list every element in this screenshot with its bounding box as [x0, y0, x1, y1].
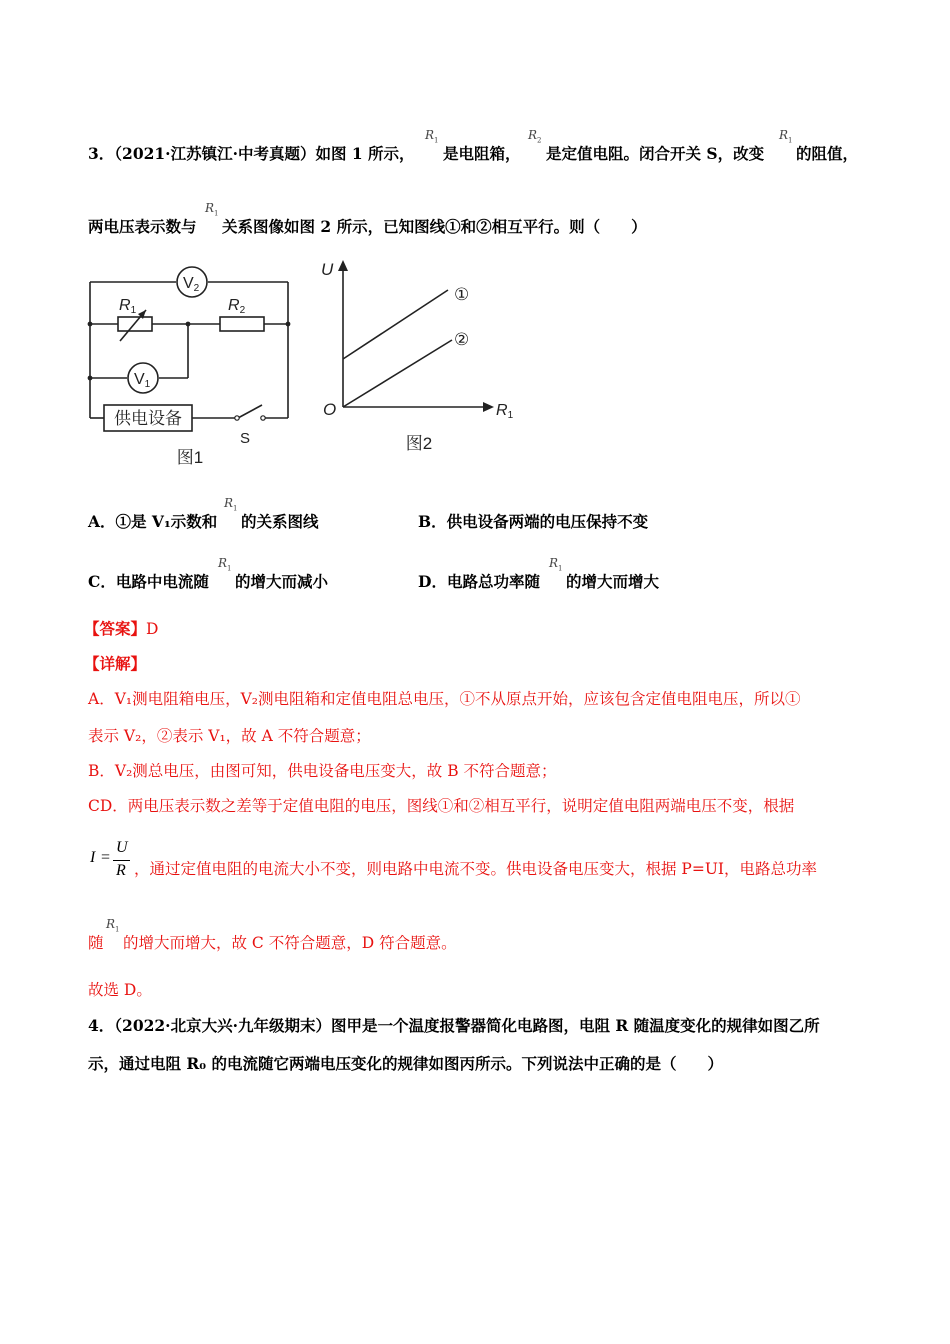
graph-line-2: [343, 340, 452, 407]
r1-symbol: $R_1$: [218, 556, 232, 573]
option-c-part1: C．电路中电流随: [88, 572, 209, 591]
r1-symbol: $R_1$: [224, 496, 238, 513]
answer-line: [84, 617, 158, 639]
switch-label: S: [240, 430, 251, 447]
r2-symbol: $R_2$: [528, 128, 542, 145]
formula-equals: =: [101, 849, 111, 866]
q3-line1-part4: 的阻值，: [796, 144, 859, 163]
circuit-diagram: [80, 255, 305, 470]
conclusion: 故选 D。: [88, 981, 152, 999]
origin-label: O: [323, 400, 337, 419]
r2-label: R2: [228, 297, 246, 316]
v1-label: V1: [134, 371, 151, 390]
q3-line2-part2: 关系图像如图 2 所示，已知图线①和②相互平行。则（ ）: [222, 217, 647, 236]
q3-line2-part1: 两电压表示数与: [88, 217, 197, 236]
figure2-caption: 图2: [405, 434, 433, 453]
option-d-part2: 的增大而增大: [566, 572, 660, 591]
formula-i: I: [90, 849, 96, 866]
option-a-part2: 的关系图线: [241, 512, 319, 531]
line2-marker: ②: [454, 330, 470, 349]
answer-tag: 【答案】: [84, 619, 147, 638]
q3-line1-part3: 是定值电阻。闭合开关 S，改变: [546, 144, 765, 163]
formula-denominator: R: [116, 862, 126, 879]
r1-label: R1: [119, 297, 137, 316]
option-c-part2: 的增大而减小: [235, 572, 329, 591]
option-b: B．供电设备两端的电压保持不变: [418, 512, 649, 531]
graph-line-1: [343, 290, 448, 359]
r1-symbol: $R_1$: [425, 128, 439, 145]
q4-line2: 示，通过电阻 R₀ 的电流随它两端电压变化的规律如图丙所示。下列说法中正确的是（ ）: [88, 1054, 723, 1073]
detail-cd-line1: CD．两电压表示数之差等于定值电阻的电压，图线①和②相互平行，说明定值电阻两端电压不变，根据: [88, 797, 795, 815]
option-a-part1: A．①是 V₁示数和: [88, 512, 218, 531]
r1-symbol: $R_1$: [779, 128, 793, 145]
q3-line1-part2: 是电阻箱，: [443, 144, 521, 163]
q4-line1: 4．（2022·北京大兴·九年级期末）图甲是一个温度报警器简化电路图，电阻 R 随温度变化的规律如图乙所: [88, 1016, 820, 1035]
figure1-caption: 图1: [176, 448, 204, 467]
detail-b: B．V₂测总电压，由图可知，供电设备电压变大，故 B 不符合题意；: [88, 762, 557, 780]
power-supply-label: 供电设备: [114, 409, 182, 428]
r1-symbol: $R_1$: [106, 917, 120, 934]
voltage-graph: [315, 255, 525, 465]
v2-label: V2: [183, 275, 200, 294]
detail-tag: 【详解】: [84, 654, 147, 673]
u-axis-label: U: [321, 260, 334, 279]
r1-symbol: $R_1$: [549, 556, 563, 573]
formula-numerator: U: [116, 839, 128, 856]
detail-cd-line3-part1: 随: [88, 934, 104, 952]
detail-a-line1: A．V₁测电阻箱电压，V₂测电阻箱和定值电阻总电压，①不从原点开始，应该包含定值电阻电压，所以①: [88, 690, 801, 708]
answer-value: D: [146, 620, 159, 638]
detail-cd-line2: ，通过定值电阻的电流大小不变，则电路中电流不变。供电设备电压变大，根据 P=UI，电路总功率: [134, 860, 818, 878]
detail-a-line2: 表示 V₂，②表示 V₁，故 A 不符合题意；: [88, 727, 371, 745]
fraction-bar: [113, 860, 130, 861]
line1-marker: ①: [454, 285, 470, 304]
r1-symbol: $R_1$: [205, 201, 219, 218]
option-d-part1: D．电路总功率随: [418, 572, 540, 591]
r1-axis-label: R1: [496, 402, 514, 421]
q3-line1-part1: 3．（2021·江苏镇江·中考真题）如图 1 所示，: [88, 144, 415, 163]
detail-cd-line3-part2: 的增大而增大，故 C 不符合题意，D 符合题意。: [123, 934, 457, 952]
